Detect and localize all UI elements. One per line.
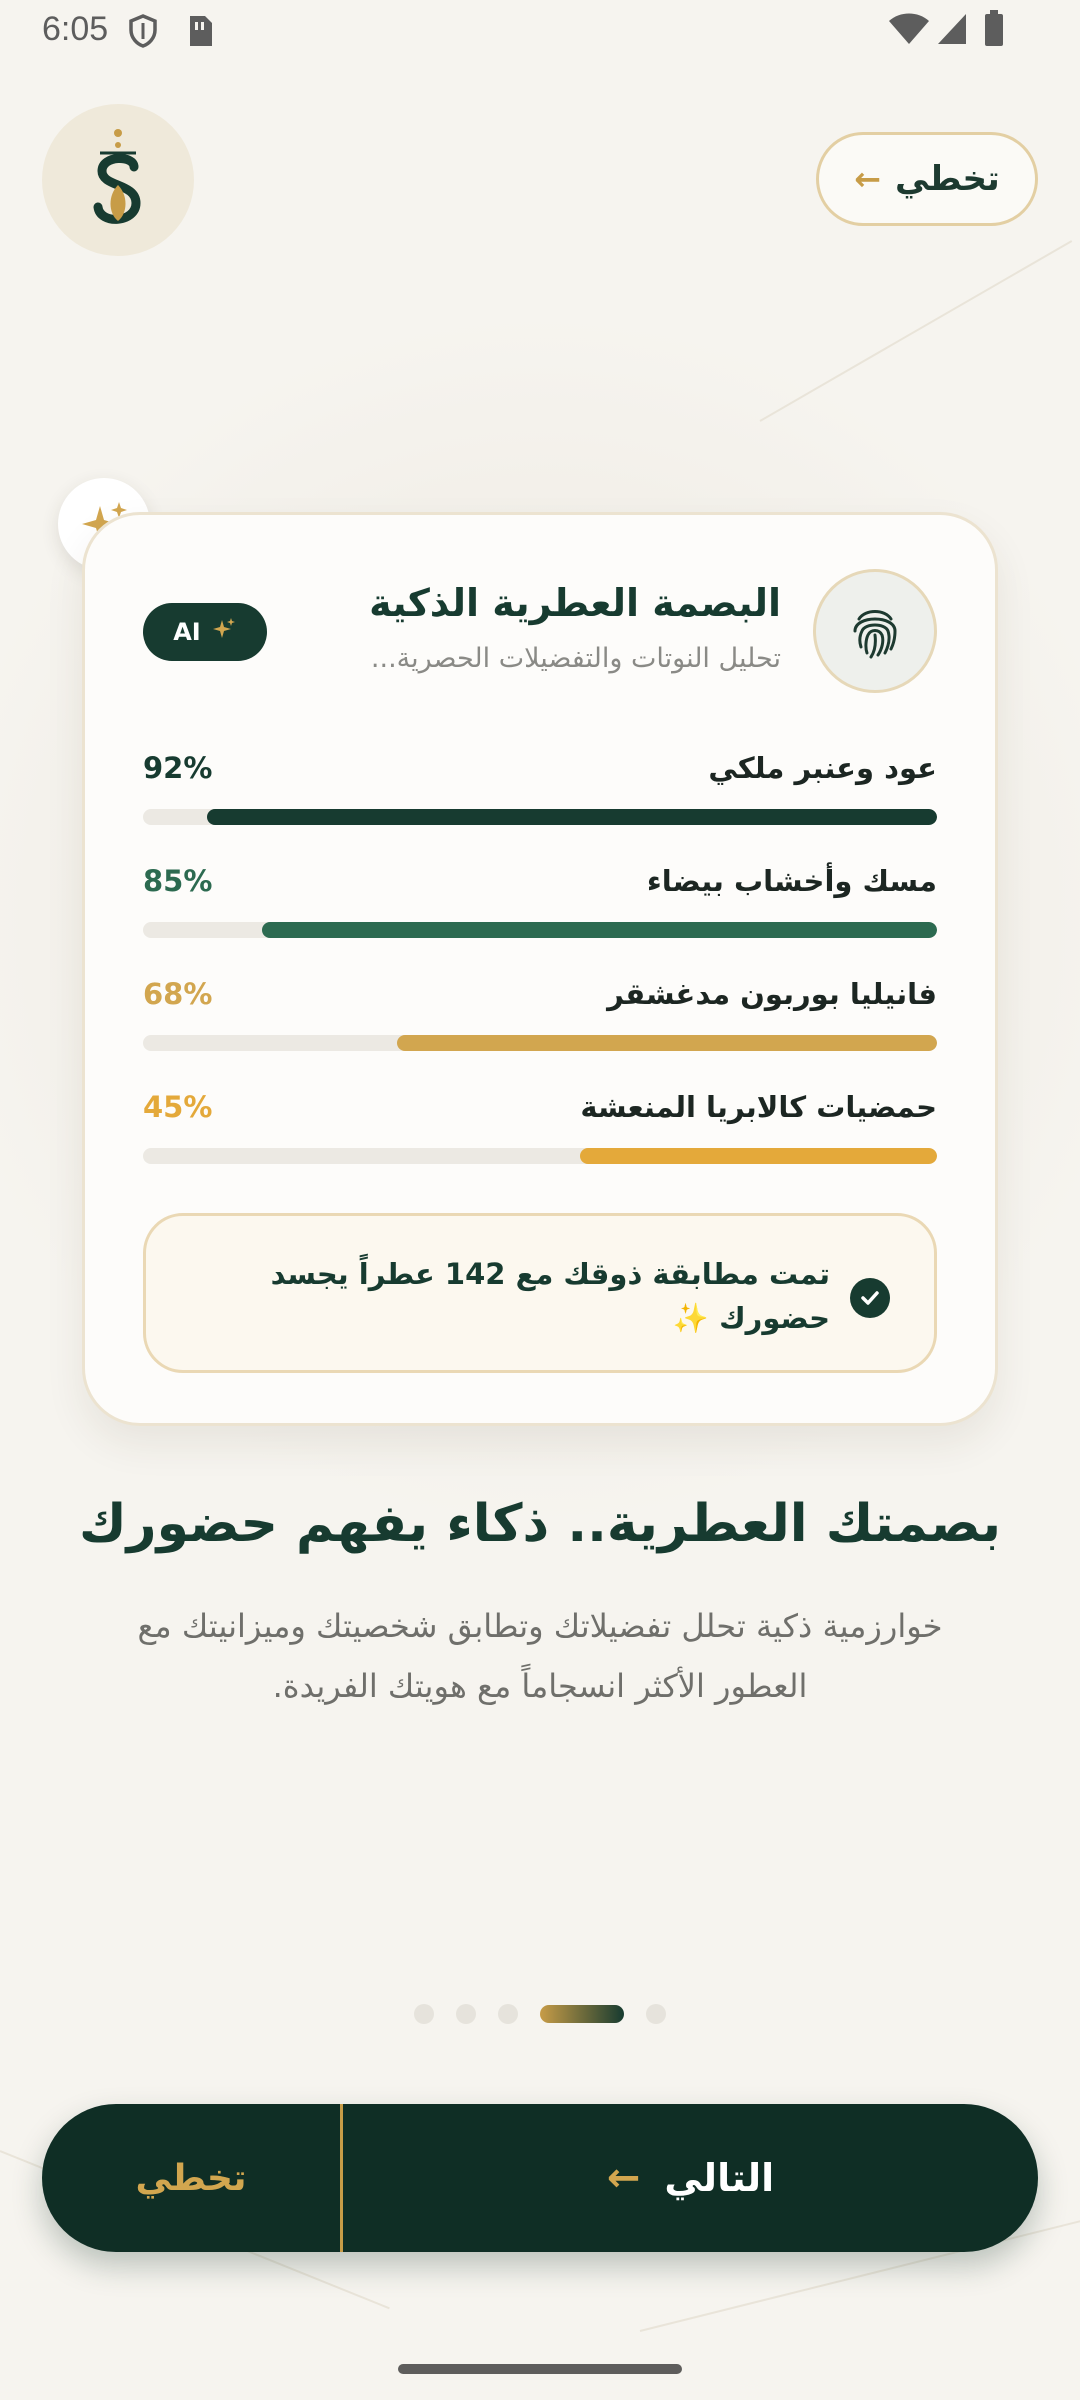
progress-track xyxy=(143,1148,937,1164)
match-result-box xyxy=(143,1213,937,1373)
card-title: البصمة العطرية الذكية xyxy=(369,581,781,625)
note-name: حمضيات كالابريا المنعشة xyxy=(580,1090,937,1124)
home-indicator[interactable] xyxy=(398,2364,682,2374)
shield-icon xyxy=(128,14,158,52)
sparkle-icon xyxy=(211,616,237,648)
note-percent: 68% xyxy=(143,977,213,1011)
progress-fill xyxy=(207,809,937,825)
page-dot[interactable] xyxy=(498,2004,518,2024)
skip-button-top[interactable] xyxy=(816,132,1038,226)
note-row xyxy=(143,751,937,831)
next-button[interactable] xyxy=(343,2104,1038,2252)
note-percent: 92% xyxy=(143,751,213,785)
next-label: التالي xyxy=(664,2156,775,2200)
card-subtitle: تحليل النوتات والتفضيلات الحصرية... xyxy=(370,643,781,674)
page-dot[interactable] xyxy=(414,2004,434,2024)
progress-fill xyxy=(580,1148,937,1164)
arrow-left-icon: ← xyxy=(854,160,882,198)
app-logo xyxy=(42,104,194,256)
progress-fill xyxy=(262,922,937,938)
fingerprint-card xyxy=(82,512,998,1426)
pagination-dots xyxy=(0,2004,1080,2024)
note-name: فانيليا بوربون مدغشقر xyxy=(607,977,937,1011)
note-name: مسك وأخشاب بيضاء xyxy=(646,864,937,898)
status-time: 6:05 xyxy=(42,10,109,48)
match-text: تمت مطابقة ذوقك مع 142 عطراً يجسد حضورك ✨ xyxy=(270,1257,830,1335)
note-row xyxy=(143,864,937,944)
status-bar xyxy=(0,0,1080,64)
page-dot[interactable] xyxy=(540,2005,624,2023)
arrow-left-icon: ← xyxy=(606,2155,641,2201)
skip-label: تخطي xyxy=(135,2157,247,2199)
note-row xyxy=(143,977,937,1057)
note-percent: 45% xyxy=(143,1090,213,1124)
ai-label: AI xyxy=(173,618,201,646)
note-percent: 85% xyxy=(143,864,213,898)
skip-button-bottom[interactable] xyxy=(42,2104,340,2252)
progress-track xyxy=(143,1035,937,1051)
progress-track xyxy=(143,809,937,825)
progress-track xyxy=(143,922,937,938)
ai-badge xyxy=(143,603,267,661)
signal-icon xyxy=(936,12,968,50)
wifi-icon xyxy=(888,12,930,50)
check-circle-icon xyxy=(850,1278,890,1318)
battery-icon xyxy=(984,10,1004,50)
bottom-action-bar xyxy=(42,2104,1038,2252)
progress-fill xyxy=(397,1035,937,1051)
sim-card-icon xyxy=(186,14,214,52)
page-dot[interactable] xyxy=(456,2004,476,2024)
note-name: عود وعنبر ملكي xyxy=(708,751,937,785)
page-dot[interactable] xyxy=(646,2004,666,2024)
onboarding-description: خوارزمية ذكية تحلل تفضيلاتك وتطابق شخصيتك وميزانيتك مع العطور الأكثر انسجاماً مع هويتك الفريدة. xyxy=(137,1607,943,1705)
onboarding-headline: بصمتك العطرية.. ذكاء يفهم حضورك xyxy=(79,1494,1001,1554)
note-row xyxy=(143,1090,937,1170)
skip-label: تخطي xyxy=(895,159,1000,199)
fingerprint-icon xyxy=(813,569,937,693)
